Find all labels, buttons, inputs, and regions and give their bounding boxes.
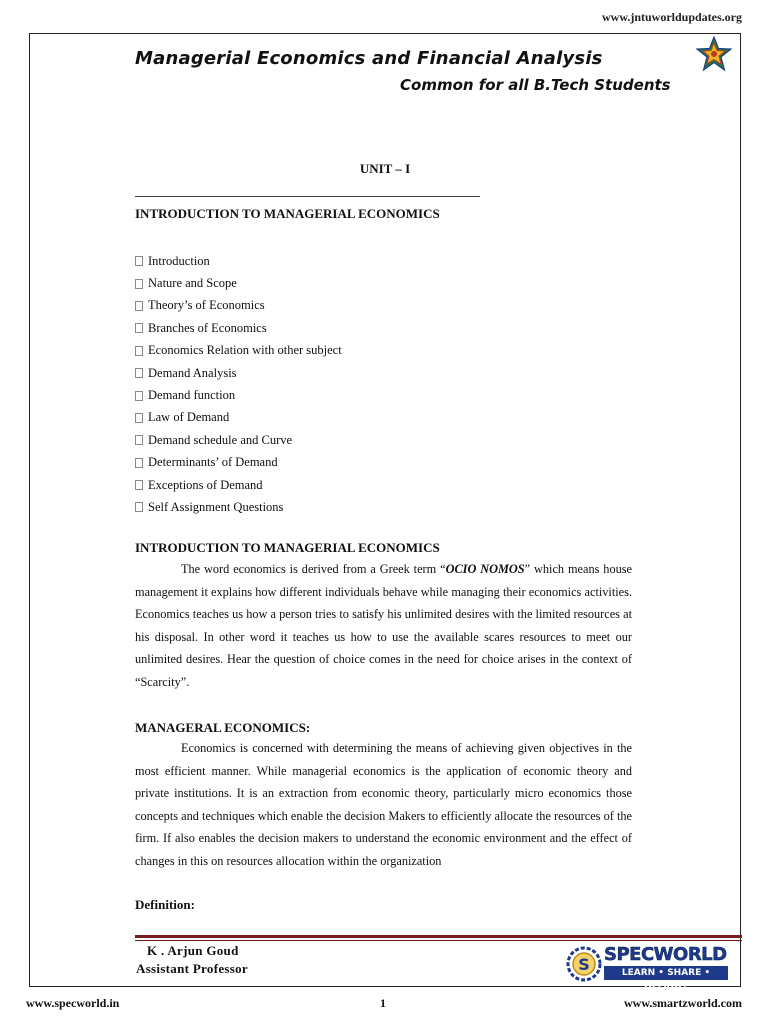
bullet-icon: [135, 346, 143, 356]
bullet-icon: [135, 391, 143, 401]
section-heading-intro: INTRODUCTION TO MANAGERIAL ECONOMICS: [135, 206, 440, 221]
bullet-icon: [135, 368, 143, 378]
definition-heading: Definition:: [135, 897, 195, 912]
list-item: Demand schedule and Curve: [135, 429, 342, 451]
specworld-logo-icon: [566, 944, 602, 984]
list-item: Law of Demand: [135, 407, 342, 429]
bullet-icon: [135, 256, 143, 266]
document-title: Managerial Economics and Financial Analysis: [135, 48, 603, 69]
list-item: Theory’s of Economics: [135, 295, 342, 317]
svg-text:S: S: [578, 955, 590, 974]
top-url[interactable]: www.jntuworldupdates.org: [601, 10, 742, 24]
list-item: Determinants’ of Demand: [135, 452, 342, 474]
section-heading-managerial: MANAGERAL ECONOMICS:: [135, 720, 311, 735]
footer-rule: [135, 935, 742, 938]
list-item: Exceptions of Demand: [135, 474, 342, 496]
unit-divider: [135, 196, 480, 197]
list-item: Branches of Economics: [135, 317, 342, 339]
specworld-logo: [566, 944, 730, 992]
list-item: Introduction: [135, 250, 342, 272]
bullet-icon: [135, 301, 143, 311]
topics-list: [135, 250, 342, 519]
list-item: Self Assignment Questions: [135, 496, 342, 518]
author-title: Assistant Professor: [136, 961, 248, 976]
star-logo-icon: [696, 36, 732, 72]
bullet-icon: [135, 458, 143, 468]
unit-heading: UNIT – I: [359, 161, 411, 176]
list-item: Nature and Scope: [135, 272, 342, 294]
footer-left-url[interactable]: www.specworld.in: [26, 996, 120, 1010]
managerial-paragraph: Economics is concerned with determining the means of achieving given objectives in the most efficient manner. While managerial economics is the application of economic theory and private institutions. It is an extraction from economic theory, particularly micro economics those concepts and techniques which enable the decision Makers to efficiently allocate the resources of the firm. If also enables the decision makers to understand the economic environment and the effect of changes in this on resources allocation within the organization: [135, 741, 632, 868]
list-item: Demand function: [135, 384, 342, 406]
document-subtitle: Common for all B.Tech Students: [400, 76, 671, 94]
bullet-icon: [135, 323, 143, 333]
list-item: Economics Relation with other subject: [135, 340, 342, 362]
brand-tagline: LEARN • SHARE • DELIGHT: [604, 966, 728, 980]
bullet-icon: [135, 413, 143, 423]
bullet-icon: [135, 502, 143, 512]
footer-rule-thin: [135, 940, 742, 941]
intro-paragraph: The word economics is derived from a Greek term “OCIO NOMOS” which means house management it explains how different individuals behave while managing their economics activities. Economics teaches us how a person tries to satisfy his unlimited desires with the limited resources at his disposal. In other word it teaches us how to use the available scares resources to meet our unlimited desires. Hear the question of choice comes in the need for choice arises in the context of “Scarcity”.: [135, 562, 632, 689]
bullet-icon: [135, 480, 143, 490]
footer-right-url[interactable]: www.smartzworld.com: [624, 996, 742, 1010]
greek-term: OCIO NOMOS: [445, 562, 525, 576]
bullet-icon: [135, 279, 143, 289]
author-name: K . Arjun Goud: [147, 943, 239, 958]
bullet-icon: [135, 435, 143, 445]
page-number: 1: [380, 996, 386, 1010]
brand-name: SPECWORLD: [604, 944, 727, 965]
section-heading-intro-2: INTRODUCTION TO MANAGERIAL ECONOMICS: [135, 540, 440, 555]
list-item: Demand Analysis: [135, 362, 342, 384]
